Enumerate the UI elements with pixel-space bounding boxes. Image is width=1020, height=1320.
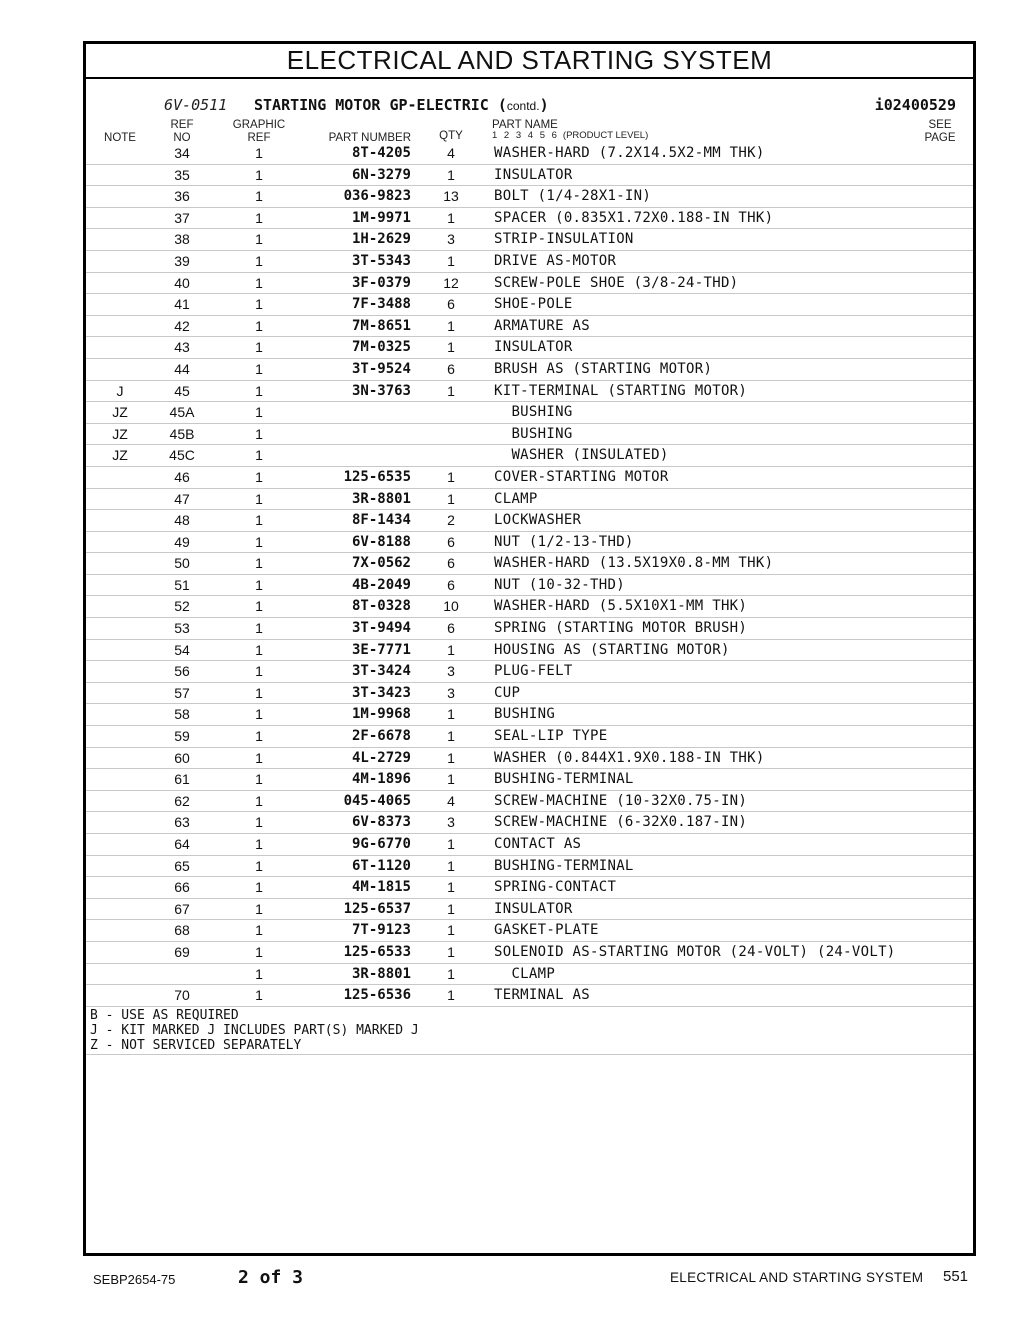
row-part-number: 4B-2049	[351, 576, 411, 593]
note-z: Z - NOT SERVICED SEPARATELY	[90, 1038, 302, 1053]
footer-doc-id: SEBP2654-75	[93, 1272, 176, 1287]
row-ref-no: 36	[174, 188, 190, 205]
row-qty: 1	[447, 166, 455, 183]
col-see-header-bottom: PAGE	[924, 132, 956, 144]
row-part-name: HOUSING AS (STARTING MOTOR)	[494, 641, 730, 658]
row-graphic-ref: 1	[255, 598, 263, 615]
row-graphic-ref: 1	[255, 922, 263, 939]
row-ref-no: 69	[174, 943, 190, 960]
row-part-number: 7F-3488	[351, 296, 411, 313]
row-graphic-ref: 1	[255, 684, 263, 701]
row-part-number: 6N-3279	[351, 166, 411, 183]
table-row	[86, 985, 973, 1007]
row-part-number: 125-6533	[343, 943, 411, 960]
row-ref-no: 42	[174, 317, 190, 334]
row-ref-no: 45C	[169, 447, 195, 464]
row-qty: 1	[447, 922, 455, 939]
row-ref-no: 45A	[169, 404, 195, 421]
row-part-name: GASKET-PLATE	[494, 922, 599, 939]
row-part-number: 125-6535	[343, 468, 411, 485]
table-row	[86, 661, 973, 683]
row-part-name: CUP	[494, 684, 521, 701]
row-qty: 4	[447, 792, 455, 809]
group-code: 6V-0511	[164, 96, 228, 114]
row-part-number: 125-6537	[343, 900, 411, 917]
table-row	[86, 791, 973, 813]
row-ref-no: 57	[174, 684, 190, 701]
row-graphic-ref: 1	[255, 145, 263, 161]
row-ref-no: 34	[174, 145, 190, 161]
row-graphic-ref: 1	[255, 274, 263, 291]
group-id: i02400529	[874, 96, 956, 114]
row-graphic-ref: 1	[255, 231, 263, 248]
product-levels: 1 2 3 4 5 6	[492, 130, 557, 141]
row-part-name: INSULATOR	[494, 166, 573, 183]
table-row	[86, 510, 973, 532]
row-graphic-ref: 1	[255, 792, 263, 809]
row-part-number: 1M-9971	[351, 209, 411, 226]
row-qty: 2	[447, 512, 455, 529]
row-graphic-ref: 1	[255, 339, 263, 356]
row-qty: 1	[447, 317, 455, 334]
row-part-name: PLUG-FELT	[494, 663, 573, 680]
row-qty: 1	[447, 749, 455, 766]
row-ref-no: 68	[174, 922, 190, 939]
row-graphic-ref: 1	[255, 533, 263, 550]
row-graphic-ref: 1	[255, 900, 263, 917]
row-graphic-ref: 1	[255, 836, 263, 852]
row-part-number: 036-9823	[343, 188, 411, 205]
row-graphic-ref: 1	[255, 879, 263, 896]
row-graphic-ref: 1	[255, 317, 263, 334]
row-graphic-ref: 1	[255, 663, 263, 680]
row-qty: 1	[447, 209, 455, 226]
table-row	[86, 381, 973, 403]
row-graphic-ref: 1	[255, 555, 263, 572]
row-qty: 1	[447, 965, 455, 982]
row-qty: 6	[447, 296, 455, 313]
table-row	[86, 186, 973, 208]
row-note: JZ	[112, 404, 128, 421]
table-row	[86, 683, 973, 705]
row-ref-no: 47	[174, 490, 190, 507]
row-graphic-ref: 1	[255, 749, 263, 766]
row-part-number: 6V-8373	[351, 814, 411, 831]
row-note: JZ	[112, 425, 128, 442]
row-graphic-ref: 1	[255, 468, 263, 485]
footer-page-number: 551	[943, 1268, 969, 1285]
row-ref-no: 40	[174, 274, 190, 291]
row-part-name: WASHER (0.844X1.9X0.188-IN THK)	[494, 749, 765, 766]
col-part-number-header: PART NUMBER	[328, 132, 411, 144]
row-qty: 1	[447, 857, 455, 874]
product-level-header	[492, 130, 648, 141]
table-row	[86, 165, 973, 187]
row-part-number: 3N-3763	[351, 382, 411, 399]
notes-divider	[86, 1054, 973, 1055]
table-row	[86, 532, 973, 554]
row-graphic-ref: 1	[255, 360, 263, 377]
row-part-name: NUT (1/2-13-THD)	[494, 533, 634, 550]
row-qty: 1	[447, 468, 455, 485]
row-part-number: 8T-0328	[351, 598, 411, 615]
row-part-name: SCREW-MACHINE (6-32X0.187-IN)	[494, 814, 748, 831]
product-level-label: (PRODUCT LEVEL)	[562, 130, 649, 141]
row-ref-no: 45B	[169, 425, 195, 442]
row-graphic-ref: 1	[255, 706, 263, 723]
note-b: B - USE AS REQUIRED	[90, 1008, 239, 1023]
row-qty: 1	[447, 490, 455, 507]
row-part-number: 9G-6770	[351, 836, 411, 852]
table-row	[86, 769, 973, 791]
row-ref-no: 53	[174, 620, 190, 637]
table-row	[86, 899, 973, 921]
row-part-name: NUT (10-32-THD)	[494, 576, 625, 593]
row-part-name: WASHER-HARD (7.2X14.5X2-MM THK)	[494, 145, 765, 161]
row-ref-no: 67	[174, 900, 190, 917]
row-part-number: 4M-1896	[351, 771, 411, 788]
table-row	[86, 834, 973, 856]
row-ref-no: 43	[174, 339, 190, 356]
col-see-header-top: SEE	[928, 119, 952, 131]
row-ref-no: 46	[174, 468, 190, 485]
row-part-number: 8T-4205	[351, 145, 411, 161]
row-ref-no: 44	[174, 360, 190, 377]
row-part-number: 8F-1434	[351, 512, 411, 529]
row-qty: 1	[447, 728, 455, 745]
row-ref-no: 49	[174, 533, 190, 550]
col-ref-header-bottom: NO	[173, 132, 191, 144]
row-graphic-ref: 1	[255, 209, 263, 226]
row-ref-no: 62	[174, 792, 190, 809]
note-j: J - KIT MARKED J INCLUDES PART(S) MARKED J	[90, 1023, 419, 1038]
row-part-number: 3T-3423	[351, 684, 411, 701]
row-part-name: BRUSH AS (STARTING MOTOR)	[494, 360, 713, 377]
row-part-name: SCREW-MACHINE (10-32X0.75-IN)	[494, 792, 748, 809]
row-part-number: 7T-9123	[351, 922, 411, 939]
row-qty: 1	[447, 879, 455, 896]
table-row	[86, 856, 973, 878]
group-title	[254, 96, 549, 114]
table-row	[86, 877, 973, 899]
row-qty: 1	[447, 252, 455, 269]
row-part-number: 3T-9494	[351, 620, 411, 637]
row-ref-no: 37	[174, 209, 190, 226]
row-qty: 12	[443, 274, 459, 291]
row-part-number: 4L-2729	[351, 749, 411, 766]
parts-table	[86, 143, 973, 1007]
group-contd: contd.	[506, 99, 540, 113]
table-row	[86, 748, 973, 770]
table-row	[86, 575, 973, 597]
row-qty: 10	[443, 598, 459, 615]
row-ref-no: 45	[174, 382, 190, 399]
row-ref-no: 38	[174, 231, 190, 248]
row-ref-no: 60	[174, 749, 190, 766]
row-part-name: WASHER (INSULATED)	[494, 447, 669, 464]
row-part-name: COVER-STARTING MOTOR	[494, 468, 669, 485]
row-ref-no: 52	[174, 598, 190, 615]
row-qty: 3	[447, 231, 455, 248]
table-row	[86, 489, 973, 511]
row-part-name: TERMINAL AS	[494, 987, 591, 1004]
table-row	[86, 812, 973, 834]
row-graphic-ref: 1	[255, 252, 263, 269]
row-qty: 6	[447, 360, 455, 377]
row-part-name: INSULATOR	[494, 339, 573, 356]
row-qty: 1	[447, 382, 455, 399]
row-part-number: 1H-2629	[351, 231, 411, 248]
footer-section: ELECTRICAL AND STARTING SYSTEM	[670, 1270, 924, 1285]
row-part-name: WASHER-HARD (13.5X19X0.8-MM THK)	[494, 555, 774, 572]
row-qty: 3	[447, 684, 455, 701]
table-row	[86, 596, 973, 618]
row-part-number: 3T-3424	[351, 663, 411, 680]
table-row	[86, 445, 973, 467]
row-note: JZ	[112, 447, 128, 464]
row-part-name: BUSHING	[494, 425, 573, 442]
footer-page-of: 2 of 3	[238, 1267, 304, 1288]
row-qty: 3	[447, 663, 455, 680]
row-qty: 1	[447, 987, 455, 1004]
table-row	[86, 640, 973, 662]
table-row	[86, 294, 973, 316]
row-note: J	[116, 382, 124, 399]
row-part-number: 3R-8801	[351, 490, 411, 507]
row-qty: 6	[447, 620, 455, 637]
row-part-number: 3E-7771	[351, 641, 411, 658]
row-ref-no: 58	[174, 706, 190, 723]
row-part-name: SCREW-POLE SHOE (3/8-24-THD)	[494, 274, 739, 291]
row-part-name: SHOE-POLE	[494, 296, 573, 313]
row-part-name: SPRING-CONTACT	[494, 879, 617, 896]
row-graphic-ref: 1	[255, 620, 263, 637]
row-part-name: SPRING (STARTING MOTOR BRUSH)	[494, 620, 748, 637]
row-part-name: ARMATURE AS	[494, 317, 591, 334]
table-row	[86, 402, 973, 424]
col-graphic-header-top: GRAPHIC	[232, 119, 286, 131]
row-ref-no: 66	[174, 879, 190, 896]
table-row	[86, 942, 973, 964]
table-row	[86, 553, 973, 575]
row-ref-no: 48	[174, 512, 190, 529]
group-header	[86, 96, 973, 116]
row-ref-no: 61	[174, 771, 190, 788]
row-part-name: BUSHING-TERMINAL	[494, 771, 634, 788]
row-part-number: 2F-6678	[351, 728, 411, 745]
row-qty: 6	[447, 555, 455, 572]
row-part-number: 045-4065	[343, 792, 411, 809]
row-part-number: 6T-1120	[351, 857, 411, 874]
row-ref-no: 39	[174, 252, 190, 269]
row-part-number: 7M-8651	[351, 317, 411, 334]
row-ref-no: 51	[174, 576, 190, 593]
row-part-name: DRIVE AS-MOTOR	[494, 252, 617, 269]
row-part-name: KIT-TERMINAL (STARTING MOTOR)	[494, 382, 748, 399]
row-graphic-ref: 1	[255, 512, 263, 529]
row-part-number: 6V-8188	[351, 533, 411, 550]
row-ref-no: 70	[174, 987, 190, 1004]
row-qty: 4	[447, 145, 455, 161]
table-row	[86, 208, 973, 230]
row-graphic-ref: 1	[255, 166, 263, 183]
row-part-number: 3R-8801	[351, 965, 411, 982]
row-qty: 1	[447, 943, 455, 960]
row-qty: 13	[443, 188, 459, 205]
row-qty: 3	[447, 814, 455, 831]
row-part-name: BUSHING	[494, 706, 556, 723]
row-part-number: 7X-0562	[351, 555, 411, 572]
row-qty: 1	[447, 339, 455, 356]
group-title-text: STARTING MOTOR GP-ELECTRIC (	[254, 96, 507, 114]
row-part-number: 7M-0325	[351, 339, 411, 356]
row-graphic-ref: 1	[255, 641, 263, 658]
row-qty: 6	[447, 576, 455, 593]
row-part-name: BOLT (1/4-28X1-IN)	[494, 188, 652, 205]
row-ref-no: 64	[174, 836, 190, 852]
table-row	[86, 618, 973, 640]
row-ref-no: 65	[174, 857, 190, 874]
table-row	[86, 920, 973, 942]
row-part-name: CLAMP	[494, 490, 538, 507]
group-title-close: )	[539, 96, 549, 114]
row-part-name: SEAL-LIP TYPE	[494, 728, 608, 745]
table-row	[86, 143, 973, 165]
row-graphic-ref: 1	[255, 425, 263, 442]
row-qty: 1	[447, 836, 455, 852]
row-part-name: LOCKWASHER	[494, 512, 582, 529]
col-part-name-header: PART NAME	[492, 119, 558, 131]
table-row	[86, 229, 973, 251]
col-ref-header-top: REF	[170, 119, 194, 131]
row-part-name: SPACER (0.835X1.72X0.188-IN THK)	[494, 209, 774, 226]
row-part-number: 1M-9968	[351, 706, 411, 723]
row-graphic-ref: 1	[255, 188, 263, 205]
row-part-number: 3T-5343	[351, 252, 411, 269]
col-qty-header: QTY	[439, 130, 463, 142]
table-row	[86, 964, 973, 986]
row-ref-no: 41	[174, 296, 190, 313]
page-title: ELECTRICAL AND STARTING SYSTEM	[86, 44, 973, 79]
row-part-name: WASHER-HARD (5.5X10X1-MM THK)	[494, 598, 748, 615]
table-row	[86, 273, 973, 295]
row-ref-no: 54	[174, 641, 190, 658]
row-ref-no: 59	[174, 728, 190, 745]
row-graphic-ref: 1	[255, 814, 263, 831]
row-part-name: STRIP-INSULATION	[494, 231, 634, 248]
row-qty: 6	[447, 533, 455, 550]
row-part-name: BUSHING-TERMINAL	[494, 857, 634, 874]
row-ref-no: 35	[174, 166, 190, 183]
row-ref-no: 50	[174, 555, 190, 572]
table-row	[86, 726, 973, 748]
row-part-name: BUSHING	[494, 404, 573, 421]
row-graphic-ref: 1	[255, 576, 263, 593]
row-graphic-ref: 1	[255, 296, 263, 313]
row-qty: 1	[447, 641, 455, 658]
row-part-name: CLAMP	[494, 965, 556, 982]
row-part-number: 3F-0379	[351, 274, 411, 291]
row-graphic-ref: 1	[255, 943, 263, 960]
row-qty: 1	[447, 900, 455, 917]
row-graphic-ref: 1	[255, 857, 263, 874]
table-row	[86, 467, 973, 489]
row-graphic-ref: 1	[255, 965, 263, 982]
row-ref-no: 63	[174, 814, 190, 831]
row-qty: 1	[447, 706, 455, 723]
table-row	[86, 424, 973, 446]
col-graphic-header-bottom: REF	[247, 132, 271, 144]
row-graphic-ref: 1	[255, 404, 263, 421]
row-graphic-ref: 1	[255, 771, 263, 788]
table-row	[86, 359, 973, 381]
row-part-name: SOLENOID AS-STARTING MOTOR (24-VOLT) (24-VOLT)	[494, 943, 896, 960]
notes-legend	[90, 1008, 419, 1053]
row-part-number: 3T-9524	[351, 360, 411, 377]
row-part-name: INSULATOR	[494, 900, 573, 917]
col-note-header: NOTE	[104, 132, 136, 144]
row-graphic-ref: 1	[255, 382, 263, 399]
row-graphic-ref: 1	[255, 728, 263, 745]
row-graphic-ref: 1	[255, 447, 263, 464]
page-frame	[83, 41, 976, 1256]
table-row	[86, 251, 973, 273]
row-graphic-ref: 1	[255, 490, 263, 507]
table-row	[86, 316, 973, 338]
row-qty: 1	[447, 771, 455, 788]
row-part-number: 4M-1815	[351, 879, 411, 896]
row-graphic-ref: 1	[255, 987, 263, 1004]
row-part-name: CONTACT AS	[494, 836, 582, 852]
row-part-number: 125-6536	[343, 987, 411, 1004]
table-row	[86, 337, 973, 359]
table-row	[86, 704, 973, 726]
row-ref-no: 56	[174, 663, 190, 680]
